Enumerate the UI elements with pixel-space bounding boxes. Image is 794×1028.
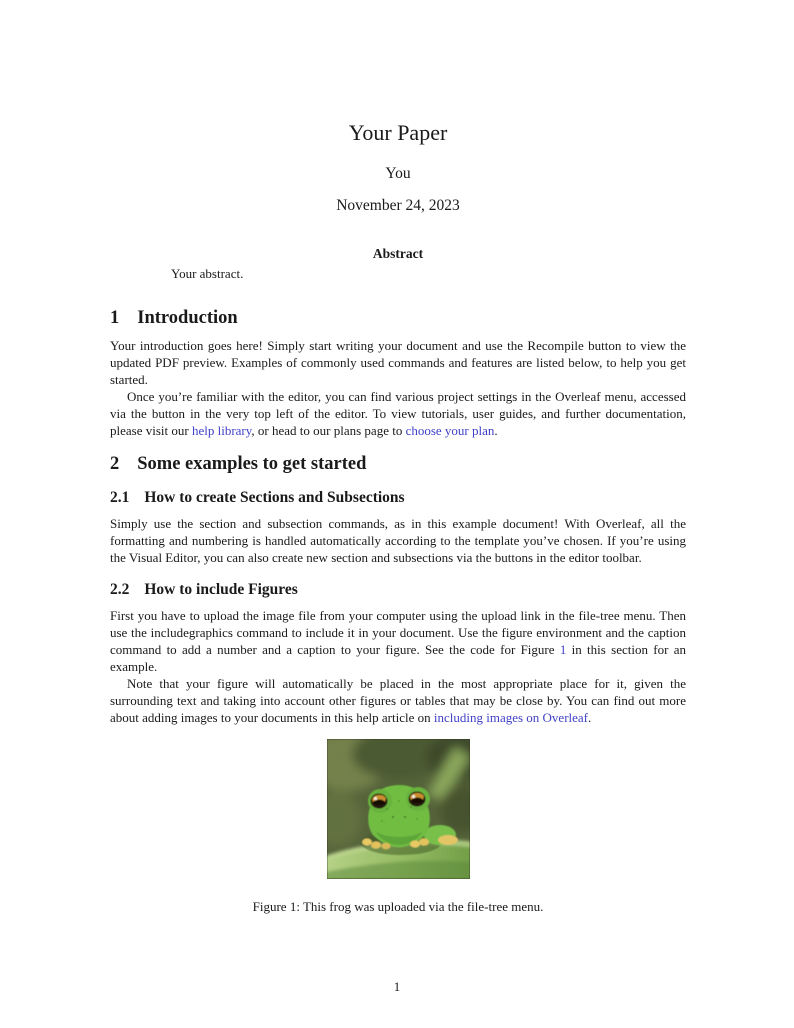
paper-date: November 24, 2023 xyxy=(336,197,460,214)
text-block xyxy=(110,0,686,915)
section-1-heading xyxy=(110,306,686,330)
section-2-title: Some examples to get started xyxy=(137,454,367,474)
section-1-title: Introduction xyxy=(137,308,238,328)
subsection-2-1-number: 2.1 xyxy=(110,489,130,506)
abstract-text: Your abstract. xyxy=(171,266,244,281)
help-library-link[interactable]: help library xyxy=(191,423,252,438)
section-2-heading xyxy=(110,452,686,476)
including-images-link[interactable]: including images on Overleaf xyxy=(433,710,589,725)
section-1-number: 1 xyxy=(110,308,120,328)
section-2-number: 2 xyxy=(110,454,120,474)
figures-paragraph-1 xyxy=(110,607,686,675)
figures-p1-text-post: in this section for an example. xyxy=(110,642,686,674)
frog-photo xyxy=(327,739,470,879)
page-number: 1 xyxy=(393,979,401,994)
subsection-2-2-number: 2.2 xyxy=(110,581,130,598)
subsection-2-1-title: How to create Sections and Subsections xyxy=(144,489,405,506)
figures-p1-text-pre: First you have to upload the image file from your computer using the upload link in the file-tree menu. Then use the includegraphics command to include it in your document. Use the figure environment and the caption command to add a number and a caption to your figure. See the code for Figure xyxy=(110,608,686,657)
subsection-2-1-paragraph: Simply use the section and subsection commands, as in this example document! With Overleaf, all the formatting and numbering is handled automatically according to the template you’ve chosen. If you’re using the Visual Editor, you can also create new section and subsections via the buttons in the editor toolbar. xyxy=(110,516,686,565)
choose-your-plan-link[interactable]: choose your plan xyxy=(405,423,495,438)
figures-p2-text-pre: Note that your figure will automatically be placed in the most appropriate place for it, given the surrounding text and taking into account other figures or tables that may be close by. You can find out more about adding images to your documents in this help article on xyxy=(110,676,686,725)
intro-p2-text-post: . xyxy=(494,423,498,438)
figure-1-caption: Figure 1: This frog was uploaded via the file-tree menu. xyxy=(252,899,544,914)
intro-p2-text-pre: Once you’re familiar with the editor, you can find various project settings in the Overleaf menu, accessed via the button in the very top left of the editor. To view tutorials, user guides, and further documentation, please visit our xyxy=(110,389,686,438)
intro-p2-text-mid: , or head to our plans page to xyxy=(251,423,406,438)
figures-p2-text-post: . xyxy=(588,710,592,725)
paper-author: You xyxy=(385,165,411,182)
paper-title: Your Paper xyxy=(348,120,448,145)
subsection-2-2-heading xyxy=(110,580,686,600)
subsection-2-1-heading xyxy=(110,488,686,508)
figure-1-ref-link[interactable]: 1 xyxy=(559,642,567,657)
intro-paragraph-1: Your introduction goes here! Simply start writing your document and use the Recompile button to view the updated PDF preview. Examples of commonly used commands and features are listed below, to help you get started. xyxy=(110,338,686,387)
figure-1 xyxy=(110,739,686,915)
intro-paragraph-2 xyxy=(110,388,686,439)
subsection-2-2-title: How to include Figures xyxy=(144,581,298,598)
figures-paragraph-2 xyxy=(110,675,686,726)
abstract-heading: Abstract xyxy=(372,246,424,261)
